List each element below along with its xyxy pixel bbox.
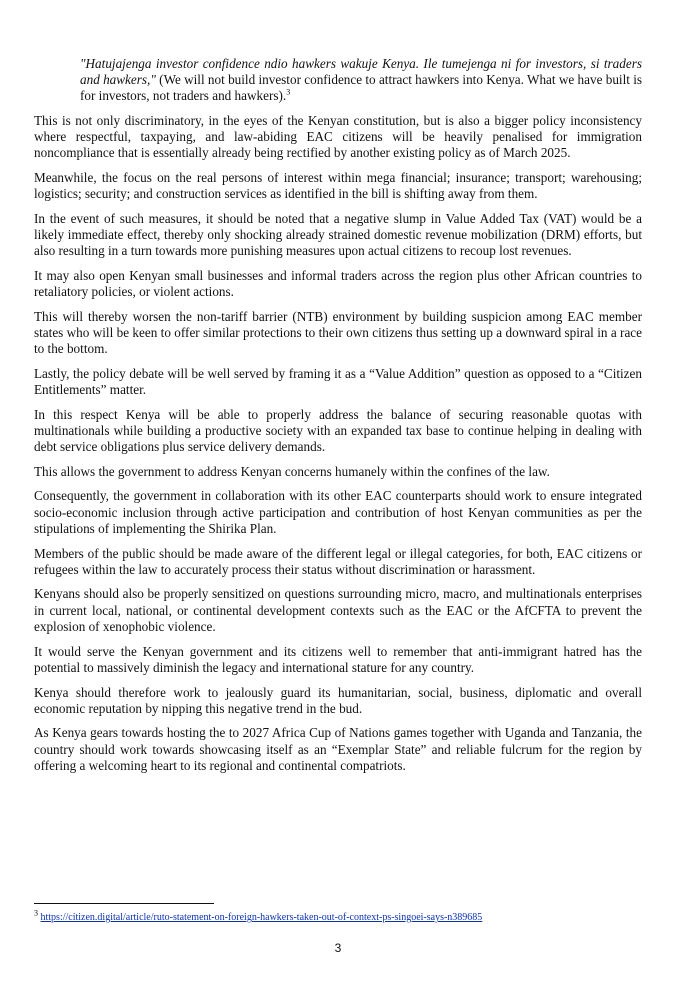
paragraph-2: Meanwhile, the focus on the real persons of interest within mega financial; insurance; transport; warehousing; logistics; security; and construction services as identified in the bill is shifting away from them. [34,169,642,201]
paragraph-12: It would serve the Kenyan government and its citizens well to remember that anti-immigrant hatred has the potential to massively diminish the legacy and international stature for any country. [34,643,642,675]
footnote [34,908,642,925]
paragraph-13: Kenya should therefore work to jealously guard its humanitarian, social, business, diplomatic and overall economic reputation by nipping this negative trend in the bud. [34,684,642,716]
paragraph-5: This will thereby worsen the non-tariff barrier (NTB) environment by building suspicion among EAC member states who will be keen to offer similar protections to their own citizens thus setting up a downward spiral in a race to the bottom. [34,308,642,357]
paragraph-11: Kenyans should also be properly sensitized on questions surrounding micro, macro, and multinationals enterprises in current local, national, or continental development contexts such as the EAC or the AfCFTA to prevent the explosion of xenophobic violence. [34,586,642,634]
block-quote [80,56,642,105]
paragraph-7: In this respect Kenya will be able to properly address the balance of securing reasonable quotas with multinationals while building a productive society with an expanded tax base to continue helping in dealing with debt service obligations plus service delivery demands. [34,406,642,455]
paragraph-8: This allows the government to address Kenyan concerns humanely within the confines of the law. [34,463,550,479]
page-number: 3 [334,941,342,955]
document-body [34,56,642,783]
footnote-reference[interactable]: 3 [286,88,291,98]
quote-translation: (We will not build investor confidence to attract hawkers into Kenya. What we have built is for investors, not traders and hawkers). [80,72,643,104]
footnote-separator [34,903,214,904]
paragraph-10: Members of the public should be made aware of the different legal or illegal categories, for both, EAC citizens or refugees within the law to accurately process their status without discrimination or harassment. [34,545,642,577]
paragraph-9: Consequently, the government in collaboration with its other EAC counterparts should work to ensure integrated socio-economic inclusion through active participation and contribution of host Kenyan communities as per the stipulations of implementing the Shirika Plan. [34,488,642,536]
quote-swahili: "Hatujajenga investor confidence ndio hawkers wakuje Kenya. Ile tumejenga ni for investors, si traders and hawkers," [80,56,642,88]
paragraph-14: As Kenya gears towards hosting the to 2027 Africa Cup of Nations games together with Uganda and Tanzania, the country should work towards showcasing itself as an “Exemplar State” and reliable fulcrum for the region by offering a welcoming heart to its regional and continental compatriots. [34,725,642,773]
footnote-marker: 3 [34,908,38,918]
paragraph-6: Lastly, the policy debate will be well served by framing it as a “Value Addition” question as opposed to a “Citizen Entitlements” matter. [34,365,642,397]
footnote-link[interactable]: https://citizen.digital/article/ruto-statement-on-foreign-hawkers-taken-out-of-context-ps-singoei-says-n389685 [40,912,483,923]
paragraph-4: It may also open Kenyan small businesses and informal traders across the region plus other African countries to retaliatory policies, or violent actions. [34,267,642,299]
paragraph-1: This is not only discriminatory, in the eyes of the Kenyan constitution, but is also a bigger policy inconsistency where respectful, taxpaying, and law-abiding EAC citizens will be heavily penalised for immigration noncompliance that is essentially already being rectified by another existing policy as of March 2025. [34,112,642,161]
paragraph-3: In the event of such measures, it should be noted that a negative slump in Value Added Tax (VAT) would be a likely immediate effect, thereby only shocking already strained domestic revenue mobilization (DRM) efforts, but also resulting in a turn towards more punishing measures upon actual citizens to recoup lost revenues. [34,210,642,259]
